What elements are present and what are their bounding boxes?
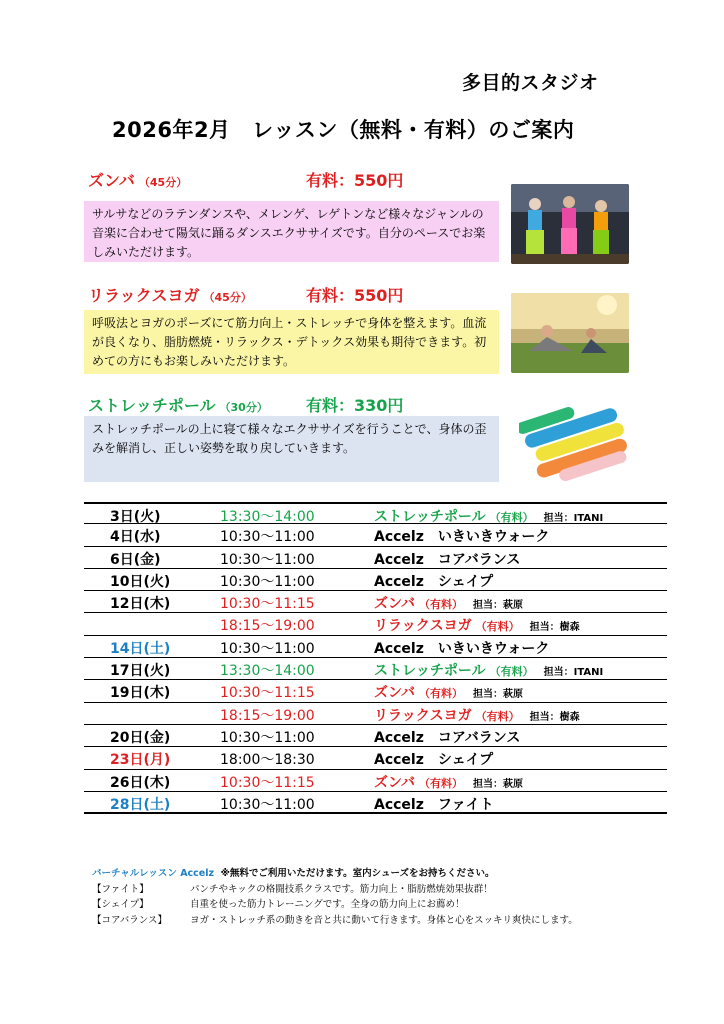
schedule-time: 18:15～19:00: [220, 707, 315, 724]
schedule-class-name: リラックスヨガ: [374, 618, 472, 635]
schedule-row: [84, 569, 667, 591]
note-item: [92, 882, 652, 898]
schedule-row: [84, 502, 667, 524]
schedule-class: [374, 638, 549, 658]
note-item: [92, 897, 652, 913]
schedule-staff: 担当：樹森: [529, 711, 580, 723]
note-value: ヨガ・ストレッチ系の動きを音と共に動いて行きます。身体と心をスッキリ爽快にします。: [190, 914, 578, 926]
schedule-row: [84, 658, 667, 680]
schedule-class: [374, 749, 493, 769]
schedule-staff: 担当：萩原: [473, 778, 524, 790]
note-key: 【シェイプ】: [92, 899, 149, 910]
stretch-pole-photo: [519, 398, 633, 482]
class-heading-yoga: [88, 283, 252, 306]
schedule-class: [374, 682, 523, 702]
schedule-staff: 担当：萩原: [473, 600, 524, 612]
schedule-class-status: （有料）: [419, 687, 464, 701]
schedule-class-status: （有料）: [419, 598, 464, 612]
schedule-row: [84, 770, 667, 792]
schedule-class-name: ズンバ: [374, 774, 416, 791]
schedule-class: [374, 772, 523, 792]
schedule-table: [84, 502, 667, 814]
page-title: 2026年2月 レッスン（無料・有料）のご案内: [112, 118, 575, 142]
schedule-row: [84, 547, 667, 569]
schedule-time: 10:30～11:00: [220, 573, 315, 590]
schedule-class: [374, 549, 520, 569]
studio-name: 多目的スタジオ: [462, 72, 599, 94]
schedule-date: 23日(月): [110, 752, 171, 769]
schedule-time: 10:30～11:00: [220, 640, 315, 657]
schedule-time: 10:30～11:00: [220, 729, 315, 746]
schedule-class-name: Accelz コアバランス: [374, 551, 521, 568]
class-description: サルサなどのラテンダンスや、メレンゲ、レゲトンなど様々なジャンルの音楽に合わせて陽気に踊るダンスエクササイズです。自分のペースでお楽しみいただけます。: [84, 201, 499, 262]
schedule-time: 10:30～11:15: [220, 774, 315, 791]
notes-section: [92, 866, 652, 928]
schedule-class: [374, 660, 603, 680]
note-item: [92, 913, 652, 929]
schedule-date: 3日(火): [110, 509, 161, 525]
schedule-class: [374, 571, 493, 591]
virtual-lesson-note: ※無料でご利用いただけます。室内シューズをお持ちください。: [220, 868, 495, 879]
class-description: ストレッチポールの上に寝て様々なエクササイズを行うことで、身体の歪みを解消し、正しい姿勢を取り戻していきます。: [84, 416, 499, 482]
class-heading-stretch-pole: [88, 393, 268, 416]
schedule-time: 10:30～11:15: [220, 685, 315, 702]
class-name: ストレッチポール: [88, 396, 216, 415]
schedule-class-name: リラックスヨガ: [374, 707, 472, 724]
note-key: 【ファイト】: [92, 883, 149, 895]
yoga-photo: [511, 293, 629, 373]
schedule-time: 18:15～19:00: [220, 618, 315, 635]
class-price: 有料：330円: [306, 396, 404, 415]
schedule-row: [84, 703, 667, 725]
schedule-staff: 担当：樹森: [529, 622, 580, 634]
schedule-date: 14日(土): [110, 640, 171, 657]
note-value: 自重を使った筋力トレーニングです。全身の筋力向上にお薦め！: [190, 899, 465, 910]
schedule-date: 20日(金): [110, 729, 171, 746]
class-duration: （45分）: [203, 291, 252, 304]
schedule-time: 10:30～11:00: [220, 796, 315, 813]
schedule-time: 10:30～11:00: [220, 551, 315, 568]
schedule-class: [374, 794, 494, 814]
schedule-row: [84, 747, 667, 769]
schedule-class-name: Accelz いきいきウォーク: [374, 640, 550, 657]
schedule-class-status: （有料）: [419, 776, 464, 790]
schedule-row: [84, 725, 667, 747]
schedule-class-status: （有料）: [489, 511, 534, 524]
schedule-class-name: Accelz コアバランス: [374, 729, 521, 746]
schedule-class-name: Accelz いきいきウォーク: [374, 529, 550, 546]
schedule-date: 26日(木): [110, 774, 171, 791]
schedule-class-name: ストレッチポール: [374, 509, 486, 525]
schedule-staff: 担当：萩原: [473, 689, 524, 701]
schedule-date: 28日(土): [110, 796, 171, 813]
schedule-row: [84, 591, 667, 613]
class-duration: （30分）: [219, 401, 268, 414]
schedule-row: [84, 613, 667, 635]
schedule-date: 12日(木): [110, 596, 171, 613]
class-name: リラックスヨガ: [88, 286, 200, 305]
class-price: 有料：550円: [306, 171, 404, 190]
schedule-class-name: ズンバ: [374, 685, 416, 702]
class-name: ズンバ: [88, 171, 135, 190]
schedule-class-name: Accelz シェイプ: [374, 573, 494, 590]
schedule-class: [374, 526, 549, 546]
schedule-class: [374, 727, 520, 747]
note-value: パンチやキックの格闘技系クラスです。筋力向上・脂肪燃焼効果抜群！: [190, 883, 493, 895]
schedule-staff: 担当：ITANI: [543, 667, 604, 679]
schedule-time: 13:30～14:00: [220, 509, 315, 525]
schedule-staff: 担当：ITANI: [543, 513, 604, 524]
schedule-class-name: Accelz シェイプ: [374, 752, 494, 769]
schedule-date: 17日(火): [110, 663, 171, 680]
schedule-class: [374, 593, 523, 613]
schedule-class: [374, 705, 580, 725]
schedule-class-name: Accelz ファイト: [374, 796, 494, 813]
class-heading-zumba: [88, 168, 187, 191]
schedule-class-status: （有料）: [475, 709, 520, 723]
schedule-row: [84, 636, 667, 658]
schedule-date: 4日(水): [110, 529, 161, 546]
schedule-row: [84, 524, 667, 546]
schedule-row: [84, 680, 667, 702]
schedule-class-status: （有料）: [475, 620, 520, 634]
note-key: 【コアバランス】: [92, 914, 167, 926]
schedule-class: [374, 615, 580, 635]
schedule-time: 13:30～14:00: [220, 663, 315, 680]
schedule-date: 6日(金): [110, 551, 161, 568]
notes-heading: [92, 866, 652, 882]
class-description: 呼吸法とヨガのポーズにて筋力向上・ストレッチで身体を整えます。血流が良くなり、脂肪燃焼・リラックス・デトックス効果も期待できます。初めての方にもお楽しみいただけます。: [84, 310, 499, 374]
class-price: 有料：550円: [306, 286, 404, 305]
virtual-lesson-label: バーチャルレッスン Accelz: [92, 868, 215, 879]
schedule-class-status: （有料）: [489, 665, 534, 679]
class-duration: （45分）: [138, 176, 188, 189]
schedule-time: 10:30～11:15: [220, 596, 315, 613]
schedule-date: 19日(木): [110, 685, 171, 702]
schedule-class-name: ストレッチポール: [374, 663, 486, 680]
schedule-time: 10:30～11:00: [220, 529, 315, 546]
schedule-row: [84, 792, 667, 814]
schedule-date: 10日(火): [110, 573, 171, 590]
schedule-class: [374, 506, 603, 526]
schedule-time: 18:00～18:30: [220, 752, 315, 769]
schedule-class-name: ズンバ: [374, 596, 416, 613]
zumba-photo: [511, 184, 629, 264]
